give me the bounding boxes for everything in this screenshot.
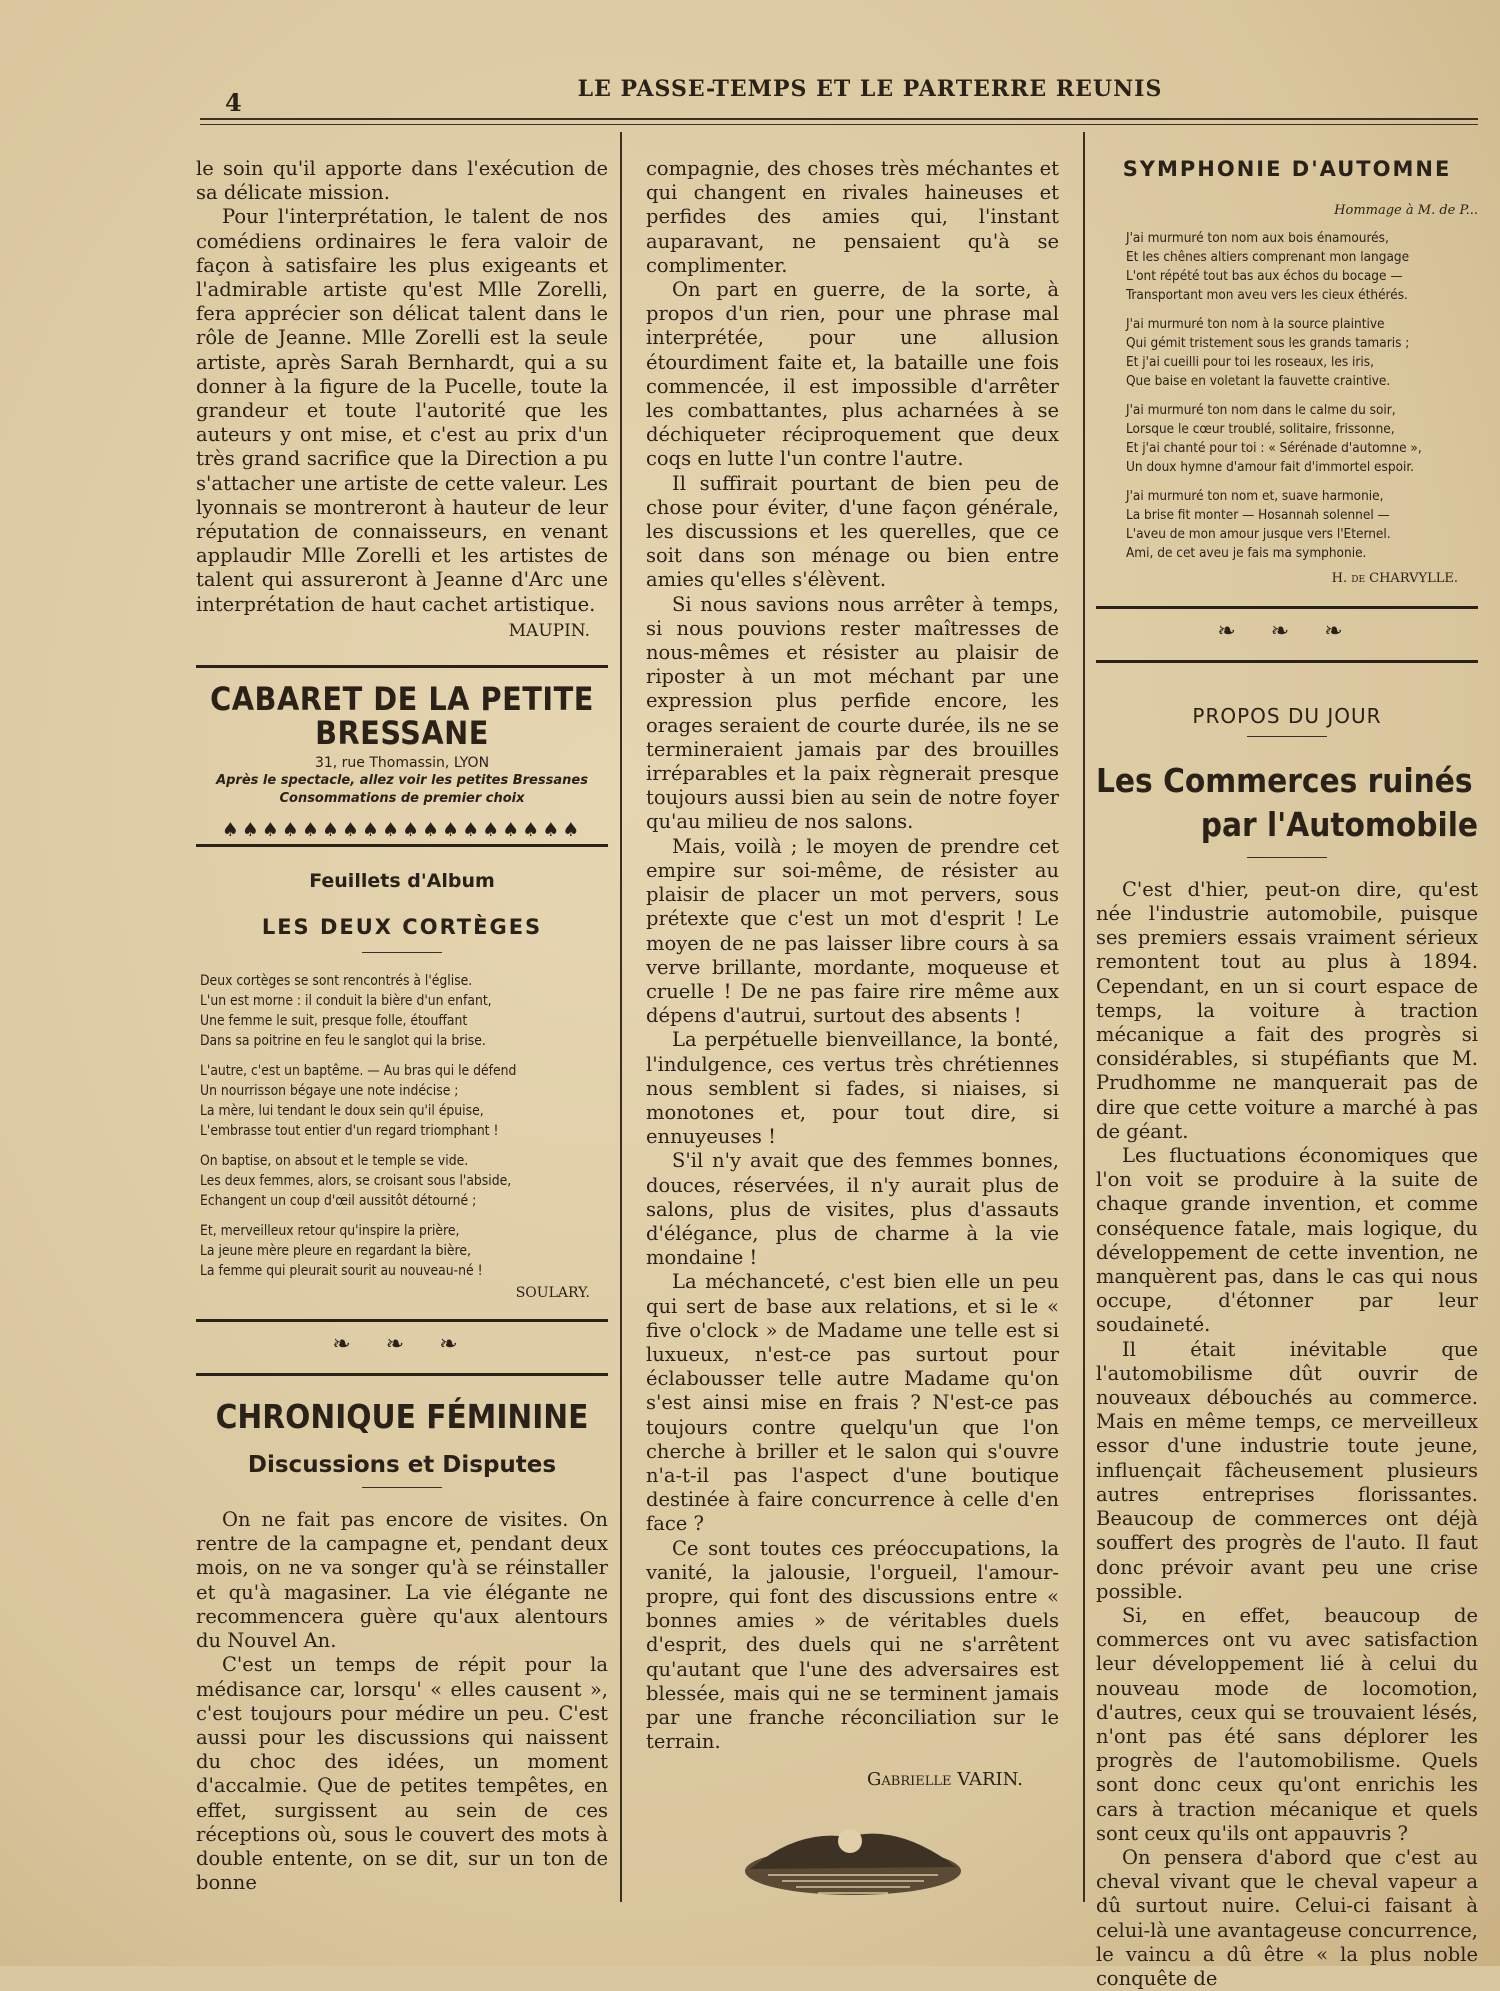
landscape-vignette-image [738, 1809, 968, 1899]
poem-line: Et j'ai chanté pour toi : « Sérénade d'automne », [1126, 440, 1422, 457]
title-rule [362, 952, 442, 953]
stanza [1126, 487, 1478, 563]
advertisement [196, 665, 608, 847]
paragraph: compagnie, des choses très méchantes et qui changent en rivales haineuses et perfides des amies qui, l'instant auparavant, ne pensaient qu'à se complimenter. [646, 157, 1059, 277]
poem-line: Une femme le suit, presque folle, étouffant [200, 1012, 468, 1029]
vignette-moon [838, 1829, 862, 1853]
poem-line: Echangent un coup d'œil aussitôt détourné ; [200, 1192, 477, 1209]
ornamental-divider [196, 1319, 608, 1377]
section-label: PROPOS DU JOUR [1192, 703, 1382, 728]
poem-line: J'ai murmuré ton nom à la source plaintive [1126, 316, 1385, 333]
paragraph: La perpétuelle bienveillance, la bonté, l'indulgence, ces vertus très chrétiennes nous semblent si fades, si niaises, si monotones et, pour tout dire, si ennuyeuses ! [646, 1028, 1059, 1149]
poem-line: On baptise, on absout et le temple se vide. [200, 1152, 469, 1169]
stanza [200, 1151, 608, 1211]
divider-bar [1096, 660, 1478, 663]
paragraph: S'il n'y avait que des femmes bonnes, douces, réservées, il n'y aurait plus de salons, plus de visites, plus d'assauts d'élégance, plus de charme à la vie mondaine ! [646, 1149, 1059, 1270]
paragraph: Les fluctuations économiques que l'on voit se produire à la suite de chaque grande invention, et comme conséquence fatale, mais logique, du développement de cette invention, ne manquèrent pas, dans le cas qui nous occupe, d'étonner par leur soudaineté. [1096, 1144, 1478, 1337]
poem-line: Ami, de cet aveu je fais ma symphonie. [1126, 545, 1367, 562]
poem-dedication: Hommage à M. de P... [1334, 203, 1478, 219]
paragraph: le soin qu'il apporte dans l'exécution de sa délicate mission. [196, 157, 608, 205]
stanza [1126, 315, 1478, 391]
divider-bar [196, 1373, 608, 1376]
poem-line: Et, merveilleux retour qu'inspire la prière, [200, 1222, 460, 1239]
poem-line: Dans sa poitrine en feu le sanglot qui la brise. [200, 1032, 486, 1049]
paragraph: Il suffirait pourtant de bien peu de chose pour éviter, d'une façon générale, les discussions et les querelles, que ce soit dans son ménage ou bien entre amies qu'elles s'élèvent. [646, 471, 1059, 592]
article-title-line-1: Les Commerces ruinés [1096, 760, 1473, 800]
signature: MAUPIN. [508, 620, 590, 641]
poem-line: Que baise en voletant la fauvette craintive. [1126, 373, 1391, 390]
poem-line: L'embrasse tout entier d'un regard triomphant ! [200, 1122, 499, 1139]
paragraph: Mais, voilà ; le moyen de prendre cet empire sur soi-même, de résister au plaisir de placer un mot pervers, sous prétexte que c'est un mot d'esprit ! Le moyen de ne pas laisser libre cours à sa verve brillante, mordante, moqueuse et cruelle ! De ne pas faire rire même aux dépens d'autrui, surtout des absents ! [646, 834, 1059, 1028]
poem-line: Lorsque le cœur troublé, solitaire, frissonne, [1126, 421, 1395, 438]
paragraph: C'est d'hier, peut-on dire, qu'est née l'industrie automobile, puisque ses premiers essais vraiment sérieux remontent tout au plus à 1894. Cependant, en un si court espace de temps, la voiture à traction mécanique a fait des progrès si considérables, si stupéfiants que M. Prudhomme ne manquerait pas de dire que cette voiture a marché à pas de géant. [1096, 877, 1478, 1143]
poem-line: Deux cortèges se sont rencontrés à l'église. [200, 972, 473, 989]
poem-line: L'aveu de mon amour jusque vers l'Eternel. [1126, 526, 1391, 543]
ornament-rule [196, 844, 608, 847]
chronique-title: CHRONIQUE FÉMININE [215, 1396, 589, 1436]
stanza [200, 1061, 608, 1141]
poem-title: SYMPHONIE D'AUTOMNE [1122, 157, 1452, 181]
stanza [200, 971, 608, 1051]
poem-line: Un nourrisson bégaye une note indécise ; [200, 1082, 459, 1099]
poem-line: Qui gémit tristement sous les grands tamaris ; [1126, 335, 1410, 352]
poem-les-deux-corteges [196, 971, 608, 1281]
title-rule [1247, 857, 1327, 858]
poem-line: Et les chênes altiers comprenant mon langage [1126, 249, 1410, 266]
subtitle-rule [362, 1487, 442, 1488]
poem-line: L'autre, c'est un baptême. — Au bras qui le défend [200, 1062, 517, 1079]
poem-symphonie-d-automne [1096, 229, 1478, 563]
poem-line: J'ai murmuré ton nom dans le calme du soir, [1126, 402, 1396, 419]
header-rule-thin [200, 124, 1478, 125]
poem-line: Les deux femmes, alors, se croisant sous l'abside, [200, 1172, 512, 1189]
ad-line-2: Consommations de premier choix [279, 791, 525, 807]
ad-line-1: Après le spectacle, allez voir les petites Bressanes [216, 773, 588, 789]
ad-title: CABARET DE LA PETITE BRESSANE [210, 680, 594, 753]
poem-line: La femme qui pleurait sourit au nouveau-né ! [200, 1262, 483, 1279]
paragraph: On part en guerre, de la sorte, à propos d'un rien, pour une phrase mal interprétée, pour une allusion étourdiment faite et, la bataille une fois commencée, il est impossible d'arrêter les combattantes, plus acharnées à se déchiqueter réciproquement que deux coqs en lutte l'un contre l'autre. [646, 278, 1059, 471]
divider-bar [196, 1319, 608, 1322]
fleuron-row: ❧ ❧ ❧ [332, 1331, 472, 1357]
stanza [1126, 229, 1478, 305]
fleuron-row: ❧ ❧ ❧ [1217, 618, 1357, 644]
column-1 [196, 157, 608, 1895]
poem-line: L'un est morne : il conduit la bière d'un enfant, [200, 992, 492, 1009]
section-rule [1247, 736, 1327, 737]
running-title: LE PASSE-TEMPS ET LE PARTERRE REUNIS [577, 76, 1163, 102]
poem-line: La mère, lui tendant le doux sein qu'il épuise, [200, 1102, 484, 1119]
paragraph: On pensera d'abord que c'est au cheval vivant que le cheval vapeur a dû surtout nuire. Celui-ci faisant à celui-là une avantageuse concurrence, le vaincu a dû être « la plus noble conquête de [1096, 1845, 1478, 1990]
poem-line: La brise fit monter — Hosannah solennel — [1126, 507, 1390, 524]
page-number: 4 [225, 88, 242, 117]
paragraph: Si nous savions nous arrêter à temps, si nous pouvions rester maîtresses de nous-mêmes et résister au plaisir de riposter à un mot méchant par une expression plus perfide encore, les orages seraient de courte durée, ils ne se termineraient jamais par des brouilles irréparables et la paix règnerait presque toujours aussi bien au sein de notre foyer qu'au milieu de nos salons. [646, 592, 1059, 834]
column-2 [646, 157, 1059, 1899]
ad-address: 31, rue Thomassin, LYON [314, 755, 490, 772]
paragraph: Si, en effet, beaucoup de commerces ont vu avec satisfaction leur développement lié à celui du nouveau mode de locomotion, d'autres, ceux qui se trouvaient lésés, n'ont pas été sans déplorer les progrès de l'automobilisme. Quels sont donc ceux qu'ont enrichis les cars à traction mécanique et quels sont ceux qu'ils ont appauvris ? [1096, 1603, 1478, 1845]
paragraph: La méchanceté, c'est bien elle un peu qui sert de base aux relations, et si le « five o'clock » de Madame une telle est si luxueux, n'est-ce pas surtout pour éclabousser telle autre Madame qu'on s'est ainsi mise en frais ? N'est-ce pas toujours contre quelqu'un que l'on cherche à briller et le salon qui s'ouvre n'a-t-il pas l'aspect d'une boutique destinée à faire concurrence à celle d'en face ? [646, 1270, 1059, 1536]
paragraph: C'est un temps de répit pour la médisance car, lorsqu' « elles causent », c'est toujours pour médire un peu. C'est aussi pour les discussions qui naissent du choc des idées, un moment d'accalmie. Que de petites tempêtes, en effet, surgissent au sein de ces réceptions où, sous le couvert des mots à double entente, on se dit, sur un ton de bonne [196, 1653, 608, 1895]
poem-title: LES DEUX CORTÈGES [261, 915, 543, 940]
poem-line: L'ont répété tout bas aux échos du bocage — [1126, 268, 1403, 285]
chronique-subtitle: Discussions et Disputes [247, 1451, 557, 1478]
paragraph: Il était inévitable que l'automobilisme dût ouvrir de nouveaux débouchés au commerce. Mais en même temps, ce merveilleux essor d'une industrie toute jeune, influençait fâcheusement plusieurs autres entreprises florissantes. Beaucoup de commerces ont déjà souffert des progrès de l'auto. Il faut donc prévoir avant peu une crise possible. [1096, 1337, 1478, 1603]
header-rule [200, 118, 1478, 120]
column-3 [1096, 157, 1478, 1991]
poem-signature: H. de CHARVYLLE. [1331, 571, 1458, 587]
poem-line: Et j'ai cueilli pour toi les roseaux, les iris, [1126, 354, 1374, 371]
paragraph: Pour l'interprétation, le talent de nos comédiens ordinaires le fera valoir de façon à satisfaire les plus exigeants et l'admirable artiste qu'est Mlle Zorelli, fera apprécier son délicat talent dans le rôle de Jeanne. Mlle Zorelli est la seule artiste, après Sarah Bernhardt, qui a su donner à la figure de la Pucelle, toute la grandeur et toute l'autorité que les auteurs y ont mise, et c'est au prix d'un très grand sacrifice que la Direction a pu s'attacher une artiste de cette valeur. Les lyonnais se montreront à hauteur de leur réputation de connaisseurs, en venant applaudir Mlle Zorelli et les artistes de talent qui assureront à Jeanne d'Arc une interprétation de haut cachet artistique. [196, 205, 608, 616]
stanza [1126, 401, 1478, 477]
column-divider-left [620, 132, 622, 1902]
poem-line: Un doux hymne d'amour fait d'immortel espoir. [1126, 459, 1414, 476]
poem-line: J'ai murmuré ton nom et, suave harmonie, [1126, 488, 1384, 505]
poem-line: La jeune mère pleure en regardant la bière, [200, 1242, 471, 1259]
ornamental-divider [1096, 606, 1478, 664]
album-kicker: Feuillets d'Album [309, 870, 495, 893]
poem-line: Transportant mon aveu vers les cieux éthérés. [1126, 287, 1408, 304]
article-title-line-2: par l'Automobile [1200, 804, 1478, 844]
stanza [200, 1221, 608, 1281]
signature: Gabrielle VARIN. [867, 1769, 1023, 1791]
divider-bar [1096, 606, 1478, 609]
paragraph: Ce sont toutes ces préoccupations, la vanité, la jalousie, l'orgueil, l'amour-propre, qui font des discussions entre « bonnes amies » de véritables duels d'esprit, des duels qui ne s'arrêtent qu'autant que l'une des adversaires est blessée, mais qui ne se terminent jamais par une franche réconciliation sur le terrain. [646, 1536, 1059, 1754]
poem-line: J'ai murmuré ton nom aux bois énamourés, [1126, 230, 1389, 247]
poem-signature: SOULARY. [515, 1284, 590, 1301]
paragraph: On ne fait pas encore de visites. On rentre de la campagne et, pendant deux mois, on ne va songer qu'à se réinstaller et qu'à magasiner. La vie élégante ne recommencera guère qu'aux alentours du Nouvel An. [196, 1508, 608, 1653]
ornament-row: ♠♠♠♠♠♠♠♠♠♠♠♠♠♠♠♠♠♠ [221, 819, 583, 842]
column-divider-right [1083, 132, 1085, 1902]
